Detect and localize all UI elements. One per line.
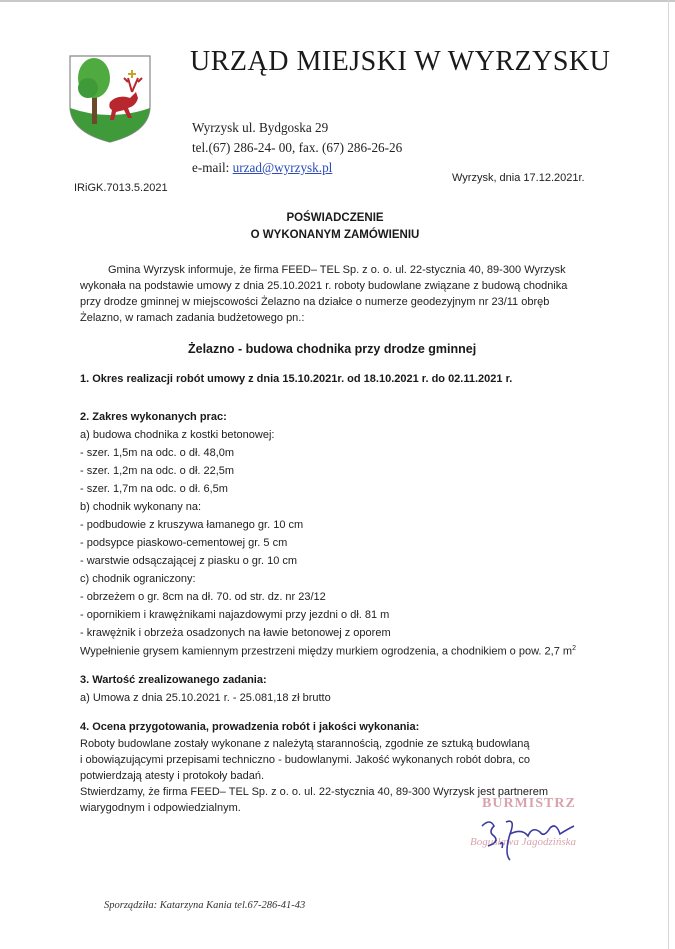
email-label: e-mail: <box>192 160 230 175</box>
assessment-line: Stwierdzamy, że firma FEED– TEL Sp. z o. o. ul. 22-stycznia 40, 89-300 Wyrzysk jest partnerem <box>80 786 548 798</box>
assessment-line: i obowiązującymi przepisami techniczno - budowlanymi. Jakość wykonanych robót dobra, co <box>80 754 530 766</box>
reference-number: IRiGK.7013.5.2021 <box>74 182 168 194</box>
scope-line: - szer. 1,7m na odc. o dł. 6,5m <box>80 483 228 495</box>
section-1-period: 1. Okres realizacji robót umowy z dnia 15.10.2021r. od 18.10.2021 r. do 02.11.2021 r. <box>80 373 513 385</box>
section-3-title: 3. Wartość zrealizowanego zadania: <box>80 674 267 686</box>
heading-line-1: POŚWIADCZENIE <box>286 212 384 224</box>
coat-of-arms-icon <box>66 52 154 144</box>
document-heading <box>210 210 460 244</box>
scope-line: - opornikiem i krawężnikami najazdowymi przy jezdni o dł. 81 m <box>80 609 390 621</box>
section-2-title: 2. Zakres wykonanych prac: <box>80 411 227 423</box>
handwritten-signature-icon <box>470 808 590 868</box>
section-4-title: 4. Ocena przygotowania, prowadzenia robót i jakości wykonania: <box>80 721 420 733</box>
office-phone: tel.(67) 286-24- 00, fax. (67) 286-26-26 <box>192 140 403 155</box>
scope-line: - szer. 1,5m na odc. o dł. 48,0m <box>80 447 235 459</box>
prepared-by: Sporządziła: Katarzyna Kania tel.67-286-41-43 <box>104 900 306 911</box>
fill-unit-superscript: 2 <box>572 645 576 652</box>
office-address: Wyrzysk ul. Bydgoska 29 <box>192 120 329 135</box>
email-link[interactable]: urzad@wyrzysk.pl <box>232 160 333 175</box>
scope-line: - krawężnik i obrzeża osadzonych na ławie betonowej z oporem <box>80 627 391 639</box>
fill-line <box>80 645 576 658</box>
intro-line: wykonała na podstawie umowy z dnia 25.10.2021 r. roboty budowlane związane z budową chodnika <box>80 280 568 292</box>
scope-line: - warstwie odsączającej z piasku o gr. 10 cm <box>80 555 298 567</box>
document-date: Wyrzysk, dnia 17.12.2021r. <box>452 172 585 184</box>
scope-line: - obrzeżem o gr. 8cm na dł. 70. od str. dz. nr 23/12 <box>80 591 326 603</box>
scope-line: - podbudowie z kruszywa łamanego gr. 10 cm <box>80 519 304 531</box>
office-email-line <box>192 160 332 176</box>
stamp-title: BURMISTRZ <box>482 796 576 811</box>
assessment-line: potwierdzają atesty i protokoły badań. <box>80 770 265 782</box>
office-title: URZĄD MIEJSKI W WYRZYSKU <box>190 46 611 77</box>
right-border <box>668 0 669 949</box>
scope-line: c) chodnik ograniczony: <box>80 573 196 585</box>
heading-line-2: O WYKONANYM ZAMÓWIENIU <box>250 229 420 241</box>
scope-line: b) chodnik wykonany na: <box>80 501 202 513</box>
stamp-name: Bogusława Jagodzińska <box>470 836 577 848</box>
intro-line: Żelazno, w ramach zadania budżetowego pn.: <box>80 312 305 324</box>
top-border <box>0 0 675 2</box>
fill-text: Wypełnienie grysem kamiennym przestrzeni między murkiem ogrodzenia, a chodnikiem o pow. 2,7 m <box>80 645 573 658</box>
assessment-line: Roboty budowlane zostały wykonane z należytą starannością, zgodnie ze sztuką budowlaną <box>80 738 530 750</box>
scope-line: a) budowa chodnika z kostki betonowej: <box>80 429 275 441</box>
intro-line: Gmina Wyrzysk informuje, że firma FEED– TEL Sp. z o. o. ul. 22-stycznia 40, 89-300 Wyrzysk <box>108 264 566 276</box>
contract-value: a) Umowa z dnia 25.10.2021 r. - 25.081,18 zł brutto <box>80 692 331 704</box>
project-title: Żelazno - budowa chodnika przy drodze gminnej <box>188 342 477 356</box>
assessment-line: wiarygodnym i odpowiedzialnym. <box>80 802 241 814</box>
intro-line: przy drodze gminnej w miejscowości Żelazno na działce o numerze geodezyjnym nr 23/11 obręb <box>80 296 550 308</box>
scope-line: - szer. 1,2m na odc. o dł. 22,5m <box>80 465 235 477</box>
scope-line: - podsypce piaskowo-cementowej gr. 5 cm <box>80 537 288 549</box>
